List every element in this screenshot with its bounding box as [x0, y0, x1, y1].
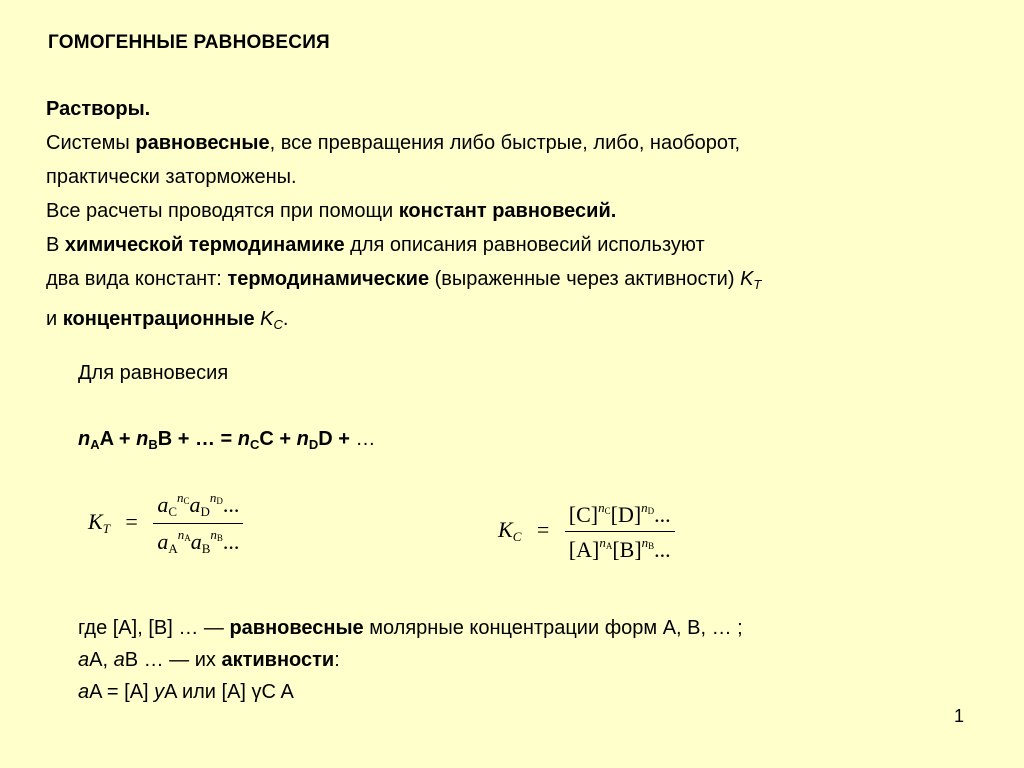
- kc-denominator: $[A]^{n_A}[B]^{n_B}$...: [568, 535, 671, 562]
- paragraph-line-5: два вида констант: термодинамические (выраженные через активности) $K_T$: [46, 268, 762, 292]
- formula-kt: [88, 490, 243, 557]
- paragraph-line-4: В химической термодинамике для описания равновесий используют: [46, 234, 705, 256]
- kc-equals: =: [536, 516, 550, 542]
- kc-numerator: $[C]^{n_C}[D]^{n_D}$...: [565, 500, 675, 532]
- notes-block: [78, 612, 743, 708]
- paragraph-line-3: Все расчеты проводятся при помощи констант равновесий.: [46, 200, 617, 222]
- kt-fraction: [153, 490, 243, 557]
- reaction-equation: $n_AA + n_BB$ + … = $n_CC + n_DD$ + …: [78, 428, 376, 452]
- paragraph-line-1: Системы равновесные, все превращения либо быстрые, либо, наоборот,: [46, 132, 741, 154]
- paragraph-line-2: практически заторможены.: [46, 166, 297, 188]
- kt-numerator: $a_C^{n_C}a_D^{n_D}$...: [153, 490, 243, 524]
- where-line: где [A], [B] … — равновесные молярные концентрации форм A, B, … ;: [78, 617, 743, 639]
- kc-fraction: [565, 500, 675, 563]
- subtitle: Растворы.: [46, 98, 151, 120]
- kt-equals: =: [125, 508, 138, 534]
- kt-lhs: $K_T$: [88, 508, 110, 536]
- formula-kc: [498, 500, 675, 563]
- for-equilibrium-label: Для равновесия: [78, 362, 229, 384]
- activities-line: aA, aB … — их активности:: [78, 649, 340, 671]
- kt-denominator: $a_A^{n_A}a_B^{n_B}$...: [157, 527, 240, 556]
- relation-line: aA = [A] yA или [A] γC A: [78, 681, 294, 703]
- paragraph-line-6: и концентрационные $K_C$.: [46, 308, 289, 332]
- slide-title: ГОМОГЕННЫЕ РАВНОВЕСИЯ: [48, 32, 330, 53]
- slide-number: 1: [953, 706, 964, 726]
- intro-text: [46, 92, 761, 342]
- kc-lhs: $K_C$: [498, 516, 522, 544]
